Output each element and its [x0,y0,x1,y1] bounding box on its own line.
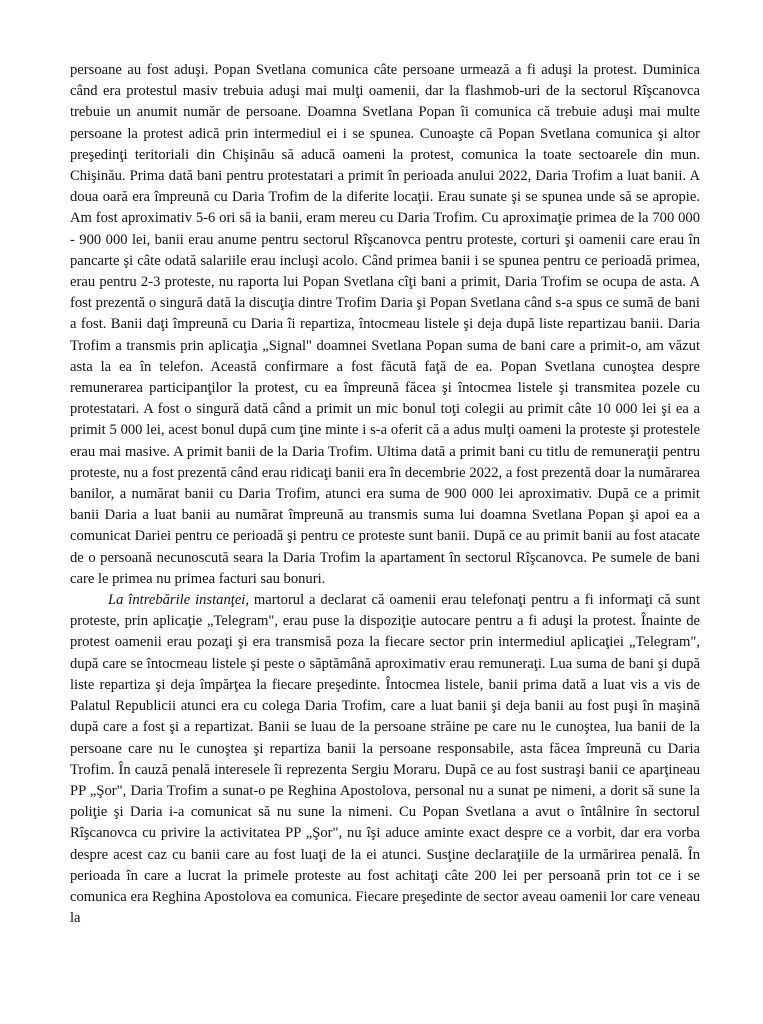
paragraph-2 [70,590,700,929]
paragraph-2-italic-lead: La întrebările instanţei [108,592,246,609]
paragraph-1 [70,60,700,590]
paragraph-1-text: persoane au fost aduşi. Popan Svetlana comunica câte persoane urmează a fi aduşi la protest. Duminica când era protestul masiv trebuia aduşi mai mulţi oamenii, dar la flashmob-uri de la sectorul Rîşcanovca trebuie un anumit număr de persoane. Doamna Svetlana Popan îi comunica că trebuie aduşi mai multe persoane la protest adică prin intermediul ei i se spunea. Cunoaşte că Popan Svetlana comunica şi altor preşedinţi teritoriali din Chişinău să aducă oameni la protest, comunica la toate sectoarele din mun. Chişinău. Prima dată bani pentru protestatari a primit în perioada anului 2022, Daria Trofim a luat banii. A doua oară era împreună cu Daria Trofim de la diferite locaţii. Erau sunate şi se spunea unde să se apropie. Am fost aproximativ 5-6 ori să ia banii, eram mereu cu Daria Trofim. Cu aproximaţie primea de la 700 000 - 900 000 lei, banii erau anume pentru sectorul Rîşcanovca pentru proteste, corturi şi oamenii care erau în pancarte şi câte odată salariile erau incluşi acolo. Când primea banii i se spunea pentru ce perioadă primea, erau pentru 2-3 proteste, nu raporta lui Popan Svetlana cîţi bani a primit, Daria Trofim se ocupa de asta. A fost prezentă o singură dată la discuţia dintre Trofim Daria şi Popan Svetlana când s-a spus ce sumă de bani a fost. Banii daţi împreună cu Daria îi repartiza, întocmeau listele şi deja după liste repartizau banii. Daria Trofim a transmis prin aplicaţia „Signal" doamnei Svetlana Popan suma de bani care a primit-o, am văzut asta la ea în telefon. Această confirmare a fost făcută faţă de ea. Popan Svetlana cunoştea despre remunerarea participanţilor la protest, cu ea împreună făcea şi întocmea listele şi transmitea pozele cu protestatari. A fost o singură dată când a primit un mic bonul toţi colegii au primit câte 10 000 lei şi ea a primit 5 000 lei, acest bonul după cum ţine minte i s-a oferit că a adus mulţi oameni la proteste şi protestele erau mai masive. A primit banii de la Daria Trofim. Ultima dată a primit bani cu titlu de remuneraţii pentru proteste, nu a fost prezentă când erau ridicaţi banii era în decembrie 2022, a fost prezentă doar la numărarea banilor, a numărat banii cu Daria Trofim, atunci era suma de 900 000 lei aproximativ. După ce a primit banii Daria a luat banii au numărat împreună au transmis suma lui doamna Svetlana Popan şi apoi ea a comunicat Dariei pentru ce perioadă şi pentru ce proteste sunt banii. După ce au primit banii au fost atacate de o persoană necunoscută seara la Daria Trofim la apartament în sectorul Rîşcanovca. Pe sumele de bani care le primea nu primea facturi sau bonuri. [70,62,700,587]
document-page [70,60,700,929]
paragraph-2-text: , martorul a declarat că oamenii erau telefonaţi pentru a fi informaţi că sunt proteste, prin aplicaţie „Telegram", erau puse la dispoziţie autocare pentru a fi aduşi la protest. Înainte de protest oamenii erau pozaţi şi era transmisă poza la fiecare sector prin intermediul aplicaţiei „Telegram", după care se întocmeau listele şi peste o săptămână aproximativ erau remuneraţi. Lua suma de bani şi după liste repartiza şi deja împărţea la fiecare preşedinte. Întocmea listele, banii prima dată a luat vis a vis de Palatul Republicii atunci era cu colega Daria Trofim, care a luat banii şi deja banii au fost puşi în maşină după care a fost şi a repartizat. Banii se luau de la persoane străine pe care nu le cunoştea, lua banii de la persoane care nu le cunoştea şi repartiza banii la persoane responsabile, asta făcea împreună cu Daria Trofim. În cauză penală interesele îi reprezenta Sergiu Moraru. După ce au fost sustraşi banii ce aparţineau PP „Şor", Daria Trofim a sunat-o pe Reghina Apostolova, personal nu a sunat pe nimeni, a dorit să sune la poliţie şi Daria i-a comunicat să nu sune la nimeni. Cu Popan Svetlana a avut o întâlnire în sectorul Rîşcanovca cu privire la activitatea PP „Şor", nu îşi aduce aminte exact despre ce a vorbit, dar era vorba despre acest caz cu banii care au fost luaţi de la ei atunci. Susţine declaraţiile de la urmărirea penală. În perioada în care a lucrat la primele proteste au fost achitaţi câte 200 lei per persoană prin tot ce i se comunica era Reghina Apostolova ea comunica. Fiecare preşedinte de sector aveau oamenii lor care veneau la [70,592,700,927]
